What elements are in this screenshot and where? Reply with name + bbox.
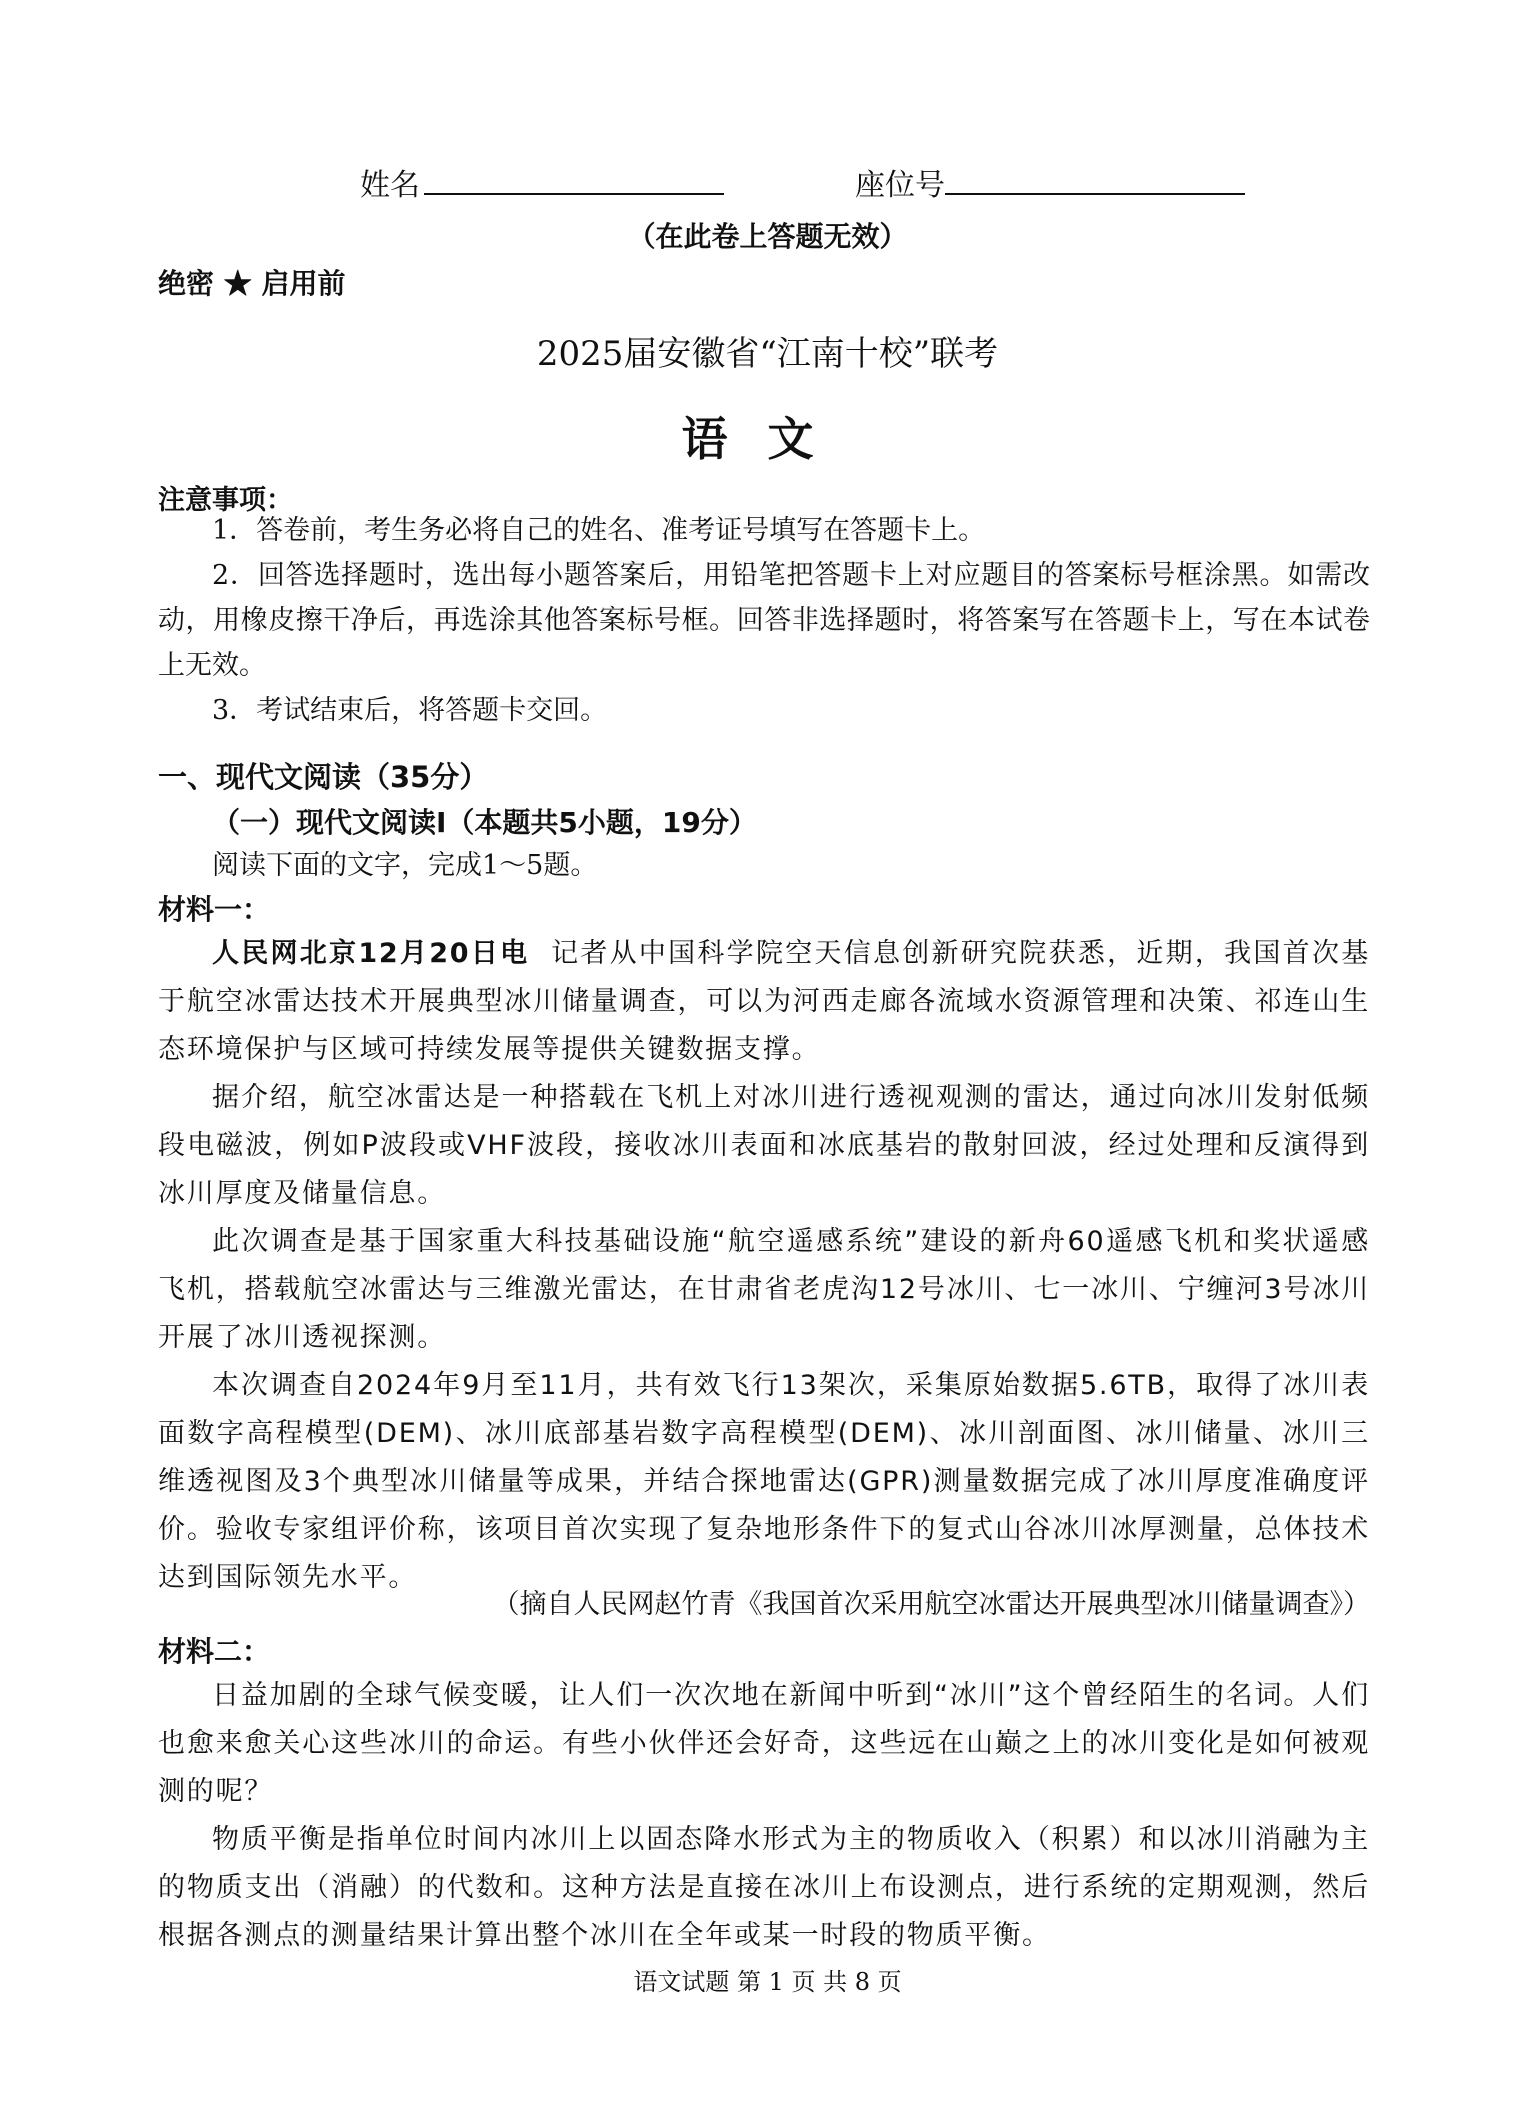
material1-paragraph [158, 930, 1370, 1074]
notice-item: 3．考试结束后，将答题卡交回。 [212, 695, 608, 726]
section-subtitle: （一）现代文阅读I（本题共5小题，19分） [212, 806, 757, 839]
secret-label: 绝密 ★ 启用前 [158, 267, 346, 300]
material2-paragraph: 日益加剧的全球气候变暖，让人们一次次地在新闻中听到“冰川”这个曾经陌生的名词。人们也愈来愈关心这些冰川的命运。有些小伙伴还会好奇，这些远在山巅之上的冰川变化是如何被观测的呢？ [158, 1680, 1370, 1807]
section-instruction: 阅读下面的文字，完成1～5题。 [212, 850, 598, 881]
seat-label: 座位号 [855, 168, 945, 203]
material1-paragraph: 据介绍，航空冰雷达是一种搭载在飞机上对冰川进行透视观测的雷达，通过向冰川发射低频段电磁波，例如P波段或VHF波段，接收冰川表面和冰底基岩的散射回波，经过处理和反演得到冰川厚度及储量信息。 [158, 1082, 1370, 1209]
subject-title: 语文 [681, 412, 854, 466]
notice-item: 1．答卷前，考生务必将自己的姓名、准考证号填写在答题卡上。 [212, 515, 986, 546]
candidate-info-row [0, 160, 1535, 203]
material1-heading: 材料一： [158, 893, 271, 926]
material1-source: （摘自人民网赵竹青《我国首次采用航空冰雷达开展典型冰川储量调查》） [492, 1589, 1370, 1620]
material2-body [158, 1672, 1370, 1960]
seat-blank-line [945, 193, 1245, 195]
name-blank-line [424, 193, 724, 195]
notice-heading: 注意事项： [158, 485, 293, 516]
material1-paragraph: 本次调查自2024年9月至11月，共有效飞行13架次，采集原始数据5.6TB，取得了冰川表面数字高程模型(DEM)、冰川底部基岩数字高程模型(DEM)、冰川剖面图、冰川储量、冰川三维透视图及3个典型冰川储量等成果，并结合探地雷达(GPR)测量数据完成了冰川厚度准确度评价。验收专家组评价称，该项目首次实现了复杂地形条件下的复式山谷冰川冰厚测量，总体技术达到国际领先水平。 [158, 1370, 1370, 1593]
notice-item: 2．回答选择题时，选出每小题答案后，用铅笔把答题卡上对应题目的答案标号框涂黑。如需改动，用橡皮擦干净后，再选涂其他答案标号框。回答非选择题时，将答案写在答题卡上，写在本试卷上无效。 [158, 560, 1370, 681]
news-lead: 人民网北京12月20日电 [212, 938, 530, 969]
exam-title: 2025届安徽省“江南十校”联考 [536, 334, 999, 374]
material1-paragraph: 此次调查是基于国家重大科技基础设施“航空遥感系统”建设的新舟60遥感飞机和奖状遥感飞机，搭载航空冰雷达与三维激光雷达，在甘肃省老虎沟12号冰川、七一冰川、宁缠河3号冰川开展了冰川透视探测。 [158, 1226, 1370, 1353]
notice-list [158, 508, 1370, 733]
material1-text: 记者从中国科学院空天信息创新研究院获悉，近期，我国首次基于航空冰雷达技术开展典型冰川储量调查，可以为河西走廊各流域水资源管理和决策、祁连山生态环境保护与区域可持续发展等提供关键数据支撑。 [158, 938, 1371, 1065]
invalid-note: （在此卷上答题无效） [627, 220, 908, 253]
material1-body [158, 930, 1370, 1602]
material2-heading: 材料二： [158, 1635, 271, 1668]
page-footer: 语文试题 第 1 页 共 8 页 [633, 1968, 902, 1996]
name-label: 姓名 [360, 168, 420, 203]
material2-paragraph: 物质平衡是指单位时间内冰川上以固态降水形式为主的物质收入（积累）和以冰川消融为主的物质支出（消融）的代数和。这种方法是直接在冰川上布设测点，进行系统的定期观测，然后根据各测点的测量结果计算出整个冰川在全年或某一时段的物质平衡。 [158, 1824, 1370, 1951]
section-title: 一、现代文阅读（35分） [158, 760, 489, 794]
